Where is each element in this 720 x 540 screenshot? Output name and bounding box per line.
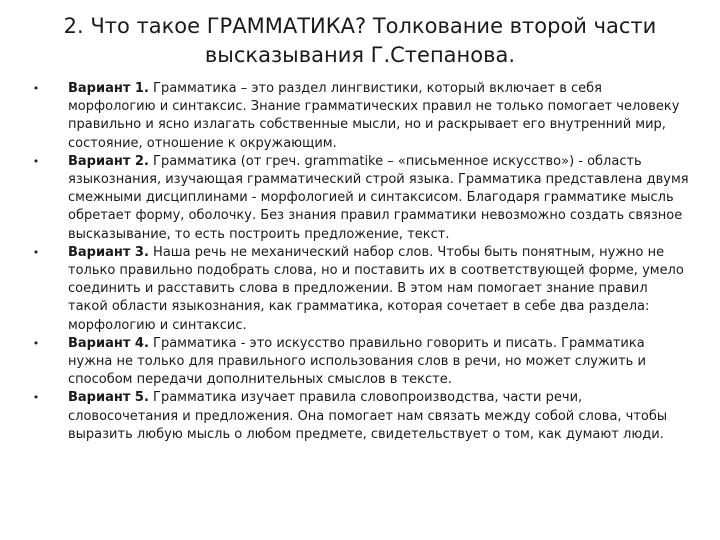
- bullet-icon: •: [32, 336, 40, 350]
- variant-label: Вариант 5.: [68, 390, 149, 406]
- variant-label: Вариант 3.: [68, 244, 149, 260]
- list-item-variant-5: [30, 389, 690, 444]
- variant-label: Вариант 1.: [68, 81, 149, 96]
- list-item-variant-3: [30, 244, 690, 335]
- bullet-icon: •: [32, 82, 40, 95]
- variant-label: Вариант 4.: [68, 335, 149, 351]
- variant-text: Наша речь не механический набор слов. Чтобы быть понятным, нужно не только правильно подобрать слова, но и поставить их в соответствующей форме, умело соединить и расставить слова в предложении. В этом нам помогает знание правил такой области языкознания, как грамматика, которая сочетает в себе два раздела: морфологию и синтаксис.: [68, 244, 684, 333]
- variant-text: Грамматика изучает правила словопроизводства, части речи, словосочетания и предложения. Она помогает нам связать между собой слова, чтобы выразить любую мысль о любом предмете, свидетельствует о том, как думают люди.: [68, 390, 668, 442]
- variant-label: Вариант 2.: [68, 153, 149, 169]
- list-item-variant-4: [30, 335, 690, 390]
- list-item-variant-2: [30, 153, 690, 244]
- variant-text: Грамматика - это искусство правильно говорить и писать. Грамматика нужна не только для правильного использования слов в речи, но может служить и способом передачи дополнительных смыслов в тексте.: [68, 335, 646, 388]
- bullet-icon: •: [32, 391, 40, 405]
- slide-title-line-1: 2. Что такое ГРАММАТИКА? Толкование второй части: [63, 14, 657, 38]
- slide-title: [60, 12, 660, 70]
- bullet-icon: •: [32, 245, 40, 259]
- list-item-variant-1: [30, 80, 690, 153]
- bullet-icon: •: [32, 154, 40, 168]
- bullet-list: [30, 80, 690, 444]
- slide-title-line-2: высказывания Г.Степанова.: [204, 43, 516, 67]
- variant-text: Грамматика – это раздел лингвистики, который включает в себя морфологию и синтаксис. Знание грамматических правил не только помогает человеку правильно и ясно излагать собственные мысли, но и раскрывает его внутренний мир, состояние, отношение к окружающим.: [68, 81, 680, 151]
- variant-text: Грамматика (от греч. grammatike – «письменное искусство») - область языкознания, изучающая грамматический строй языка. Грамматика представлена двумя смежными дисциплинами - морфологией и синтаксисом. Благодаря грамматике мысль обретает форму, оболочку. Без знания правил грамматики невозможно создать связное высказывание, то есть построить предложение, текст.: [68, 153, 689, 242]
